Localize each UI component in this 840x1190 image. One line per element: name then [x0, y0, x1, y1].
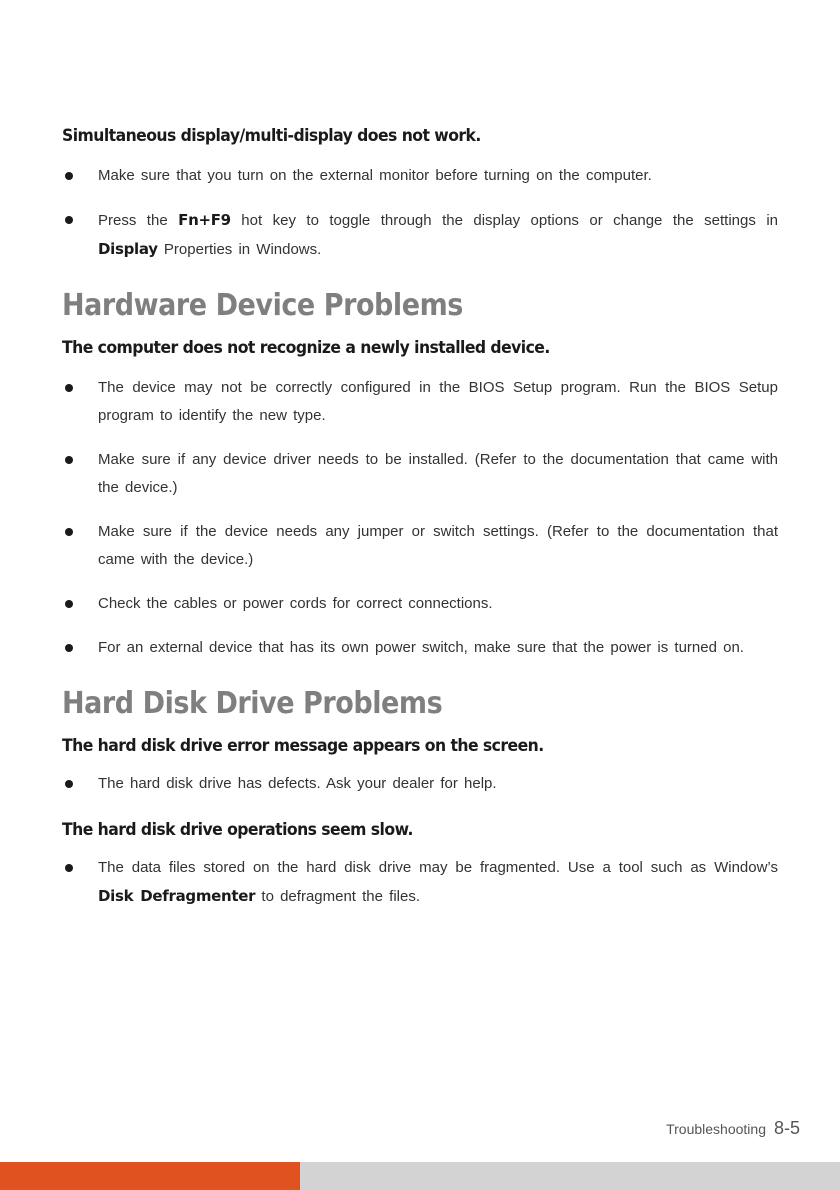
subsection-title-new-device: The computer does not recognize a newly installed device.: [62, 338, 550, 358]
chapter-name: Troubleshooting: [666, 1121, 766, 1137]
hotkey-label: Fn+F9: [178, 211, 231, 229]
subsection-title-hdd-slow: The hard disk drive operations seem slow.: [62, 820, 413, 840]
footer-gray-bar: [300, 1162, 840, 1190]
bullet-list-multi-display: [62, 162, 778, 264]
list-item: Make sure if the device needs any jumper or switch settings. (Refer to the documentation that came with the device.): [62, 518, 778, 574]
page-number: 8-5: [773, 1118, 800, 1138]
display-keyword: Display: [98, 240, 158, 258]
subsection-title-hdd-error: The hard disk drive error message appears on the screen.: [62, 736, 544, 756]
list-item: Press the Fn+F9 hot key to toggle through the display options or change the settings in Display Properties in Windows.: [62, 206, 778, 264]
subsection-title-multi-display: Simultaneous display/multi-display does not work.: [62, 126, 481, 146]
section-heading-hardware: Hardware Device Problems: [62, 288, 463, 323]
bullet-list-hdd-error: [62, 770, 778, 798]
section-heading-hard-disk: Hard Disk Drive Problems: [62, 686, 443, 721]
defragmenter-keyword: Disk Defragmenter: [98, 887, 256, 905]
list-item: Make sure if any device driver needs to be installed. (Refer to the documentation that came with the device.): [62, 446, 778, 502]
footer-accent-bar: [0, 1162, 300, 1190]
page-footer: [666, 1118, 800, 1139]
list-item: Check the cables or power cords for correct connections.: [62, 590, 778, 618]
list-item: Make sure that you turn on the external monitor before turning on the computer.: [62, 162, 778, 190]
page-content: [62, 124, 778, 911]
bullet-list-hdd-slow: [62, 854, 778, 911]
bullet-list-new-device: [62, 374, 778, 662]
list-item: The hard disk drive has defects. Ask your dealer for help.: [62, 770, 778, 798]
list-item: The device may not be correctly configured in the BIOS Setup program. Run the BIOS Setup program to identify the new type.: [62, 374, 778, 430]
list-item: For an external device that has its own power switch, make sure that the power is turned on.: [62, 634, 778, 662]
list-item: The data files stored on the hard disk drive may be fragmented. Use a tool such as Window’s Disk Defragmenter to defragment the files.: [62, 854, 778, 911]
